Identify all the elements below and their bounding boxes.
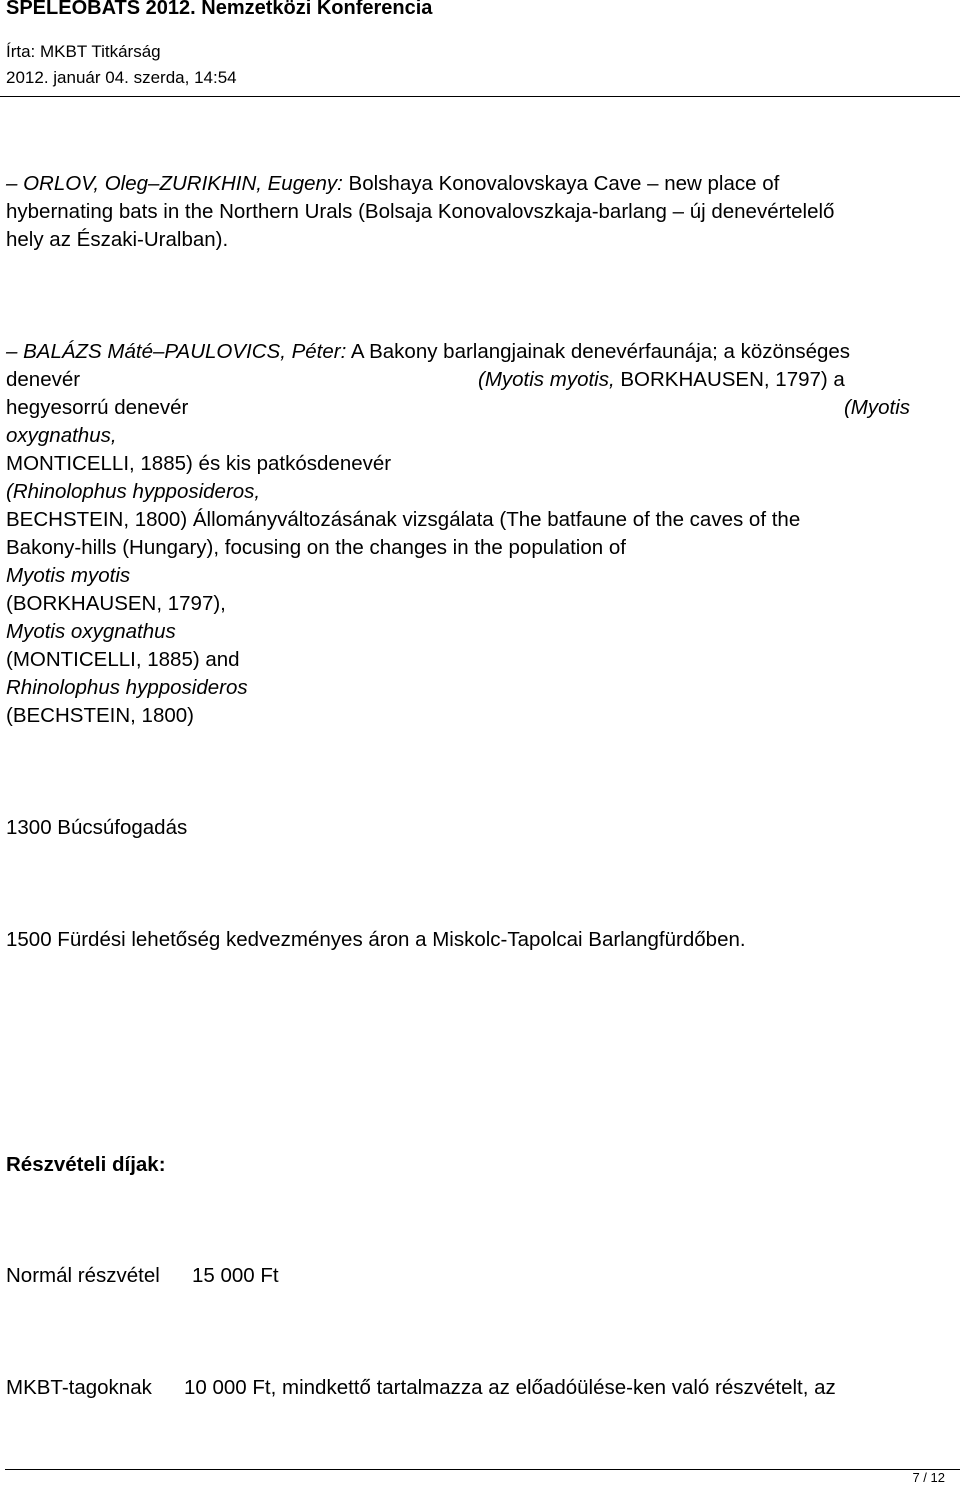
balazs-line-8: Bakony-hills (Hungary), focusing on the changes in the population of xyxy=(6,536,626,559)
balazs-line-13: Rhinolophus hypposideros xyxy=(6,676,248,699)
fee-row-normal xyxy=(6,1262,279,1290)
fees-heading: Részvételi díjak: xyxy=(6,1153,166,1176)
balazs-l3-right: (Myotis xyxy=(843,396,910,419)
balazs-title-start: A Bakony barlangjainak denevérfaunája; a közönséges xyxy=(346,340,851,363)
balazs-line-2 xyxy=(6,366,910,394)
schedule-item: 1300 Búcsúfogadás xyxy=(6,816,188,839)
balazs-l2-authority: BORKHAUSEN, 1797) a xyxy=(614,368,845,391)
orlov-line-2: hybernating bats in the Northern Urals (Bolsaja Konovalovszkaja-barlang – új denevértelelő xyxy=(6,200,835,223)
balazs-line-7: BECHSTEIN, 1800) Állományváltozásának vizsgálata (The batfaune of the caves of the xyxy=(6,508,801,531)
footer-divider xyxy=(5,1469,960,1470)
balazs-l3-left: hegyesorrú denevér xyxy=(6,396,189,419)
orlov-line-3: hely az Északi-Uralban). xyxy=(6,228,229,251)
balazs-line-12: (MONTICELLI, 1885) and xyxy=(6,648,240,671)
balazs-line-10: (BORKHAUSEN, 1797), xyxy=(6,592,226,615)
fee-row-member xyxy=(6,1374,836,1402)
page-number: 7 / 12 xyxy=(912,1470,945,1485)
balazs-line-4: oxygnathus, xyxy=(6,424,117,447)
balazs-l2-right xyxy=(478,366,845,394)
fee-value: 10 000 Ft, mindkettő tartalmazza az előadóülése-ken való részvételt, az xyxy=(184,1376,836,1399)
balazs-line-9: Myotis myotis xyxy=(6,564,131,587)
schedule-item: 1500 Fürdési lehetőség kedvezményes áron a Miskolc-Tapolcai Barlangfürdőben. xyxy=(6,928,746,951)
fee-label: MKBT-tagoknak xyxy=(6,1376,152,1399)
header-author: Írta: MKBT Titkárság xyxy=(6,42,161,61)
balazs-line-14: (BECHSTEIN, 1800) xyxy=(6,704,194,727)
balazs-line-5: MONTICELLI, 1885) és kis patkósdenevér xyxy=(6,452,392,475)
balazs-l2-left: denevér xyxy=(6,368,81,391)
balazs-line-6: (Rhinolophus hypposideros, xyxy=(6,480,261,503)
header-date: 2012. január 04. szerda, 14:54 xyxy=(6,68,237,87)
balazs-authors: – BALÁZS Máté–PAULOVICS, Péter: xyxy=(6,340,347,363)
orlov-authors: – ORLOV, Oleg–ZURIKHIN, Eugeny: xyxy=(6,172,343,195)
balazs-line-3 xyxy=(6,394,910,422)
balazs-line-11: Myotis oxygnathus xyxy=(6,620,176,643)
orlov-title-start: Bolshaya Konovalovskaya Cave – new place of xyxy=(342,172,780,195)
species-myotis-myotis: (Myotis myotis, xyxy=(478,368,615,391)
header-divider xyxy=(0,96,960,97)
fee-value: 15 000 Ft xyxy=(192,1264,279,1287)
header-title: SPELEOBATS 2012. Nemzetközi Konferencia xyxy=(6,0,433,19)
orlov-line-1 xyxy=(6,170,779,198)
fee-label: Normál részvétel xyxy=(6,1264,160,1287)
balazs-line-1 xyxy=(6,338,850,366)
